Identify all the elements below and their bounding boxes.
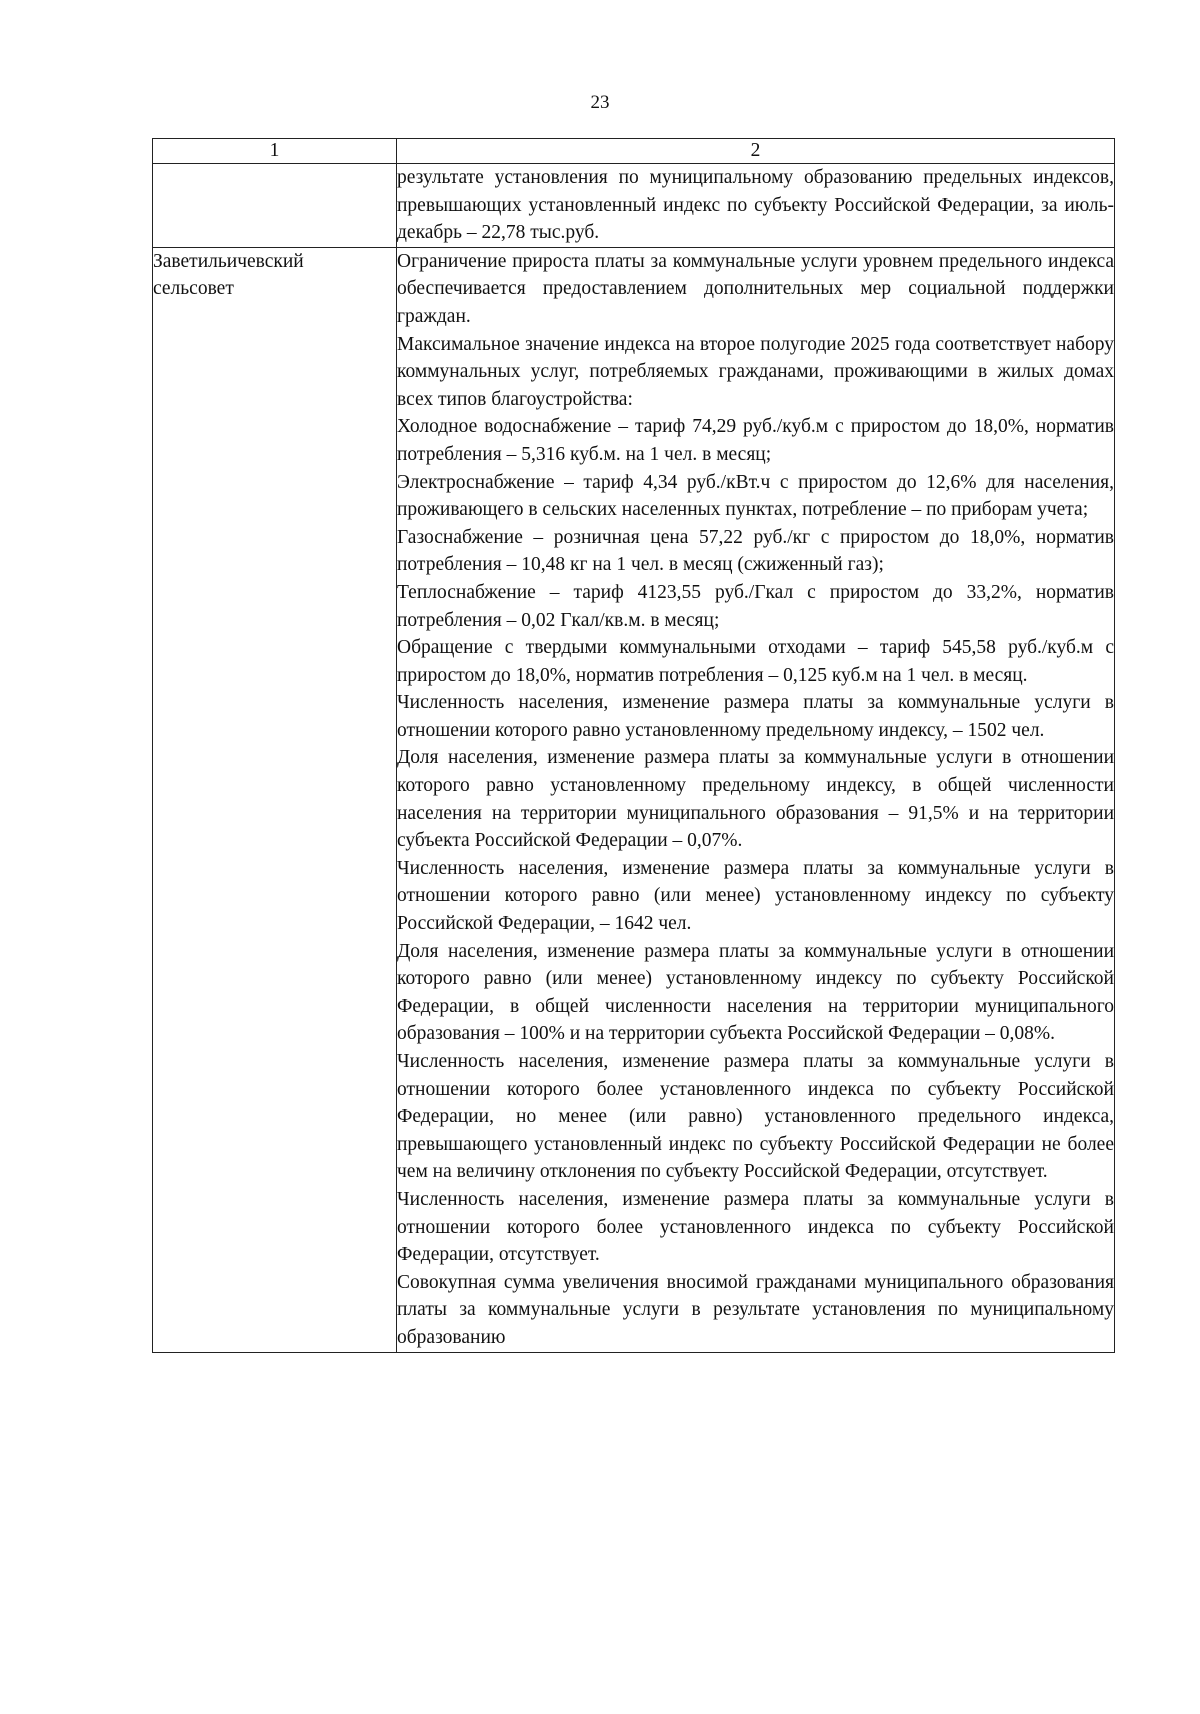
paragraph: Холодное водоснабжение – тариф 74,29 руб./куб.м с приростом до 18,0%, норматив потребления – 5,316 куб.м. на 1 чел. в месяц;: [397, 416, 1114, 465]
description-cell: [397, 247, 1115, 1352]
column-number-1: 1: [153, 139, 397, 164]
paragraph: Ограничение прироста платы за коммунальные услуги уровнем предельного индекса обеспечивается предоставлением дополнительных мер социальной поддержки граждан.: [397, 250, 1114, 327]
paragraph: Теплоснабжение – тариф 4123,55 руб./Гкал с приростом до 33,2%, норматив потребления – 0,02 Гкал/кв.м. в месяц;: [397, 581, 1114, 631]
paragraph: Электроснабжение – тариф 4,34 руб./кВт.ч с приростом до 12,6% для населения, проживающего в сельских населенных пунктах, потребление – по приборам учета;: [397, 471, 1114, 521]
paragraph: Численность населения, изменение размера платы за коммунальные услуги в отношении которого равно (или менее) установленному индексу по субъекту Российской Федерации, – 1642 чел.: [397, 857, 1114, 935]
paragraph: Совокупная сумма увеличения вносимой гражданами муниципального образования платы за коммунальные услуги в результате установления по муниципальному образованию: [397, 1271, 1114, 1348]
paragraph: Доля населения, изменение размера платы за коммунальные услуги в отношении которого равно (или менее) установленному индексу по субъекту Российской Федерации, в общей численности населения на территории муниципального образования – 100% и на территории субъекта Российской Федерации – 0,08%.: [397, 940, 1114, 1045]
page-number: 23: [590, 92, 610, 113]
document-table: [152, 138, 1115, 1353]
column-number-2: 2: [397, 139, 1115, 164]
paragraph: результате установления по муниципальному образованию предельных индексов, превышающих установленный индекс по субъекту Российской Федерации, за июль-декабрь – 22,78 тыс.руб.: [397, 167, 1114, 244]
paragraph: Численность населения, изменение размера платы за коммунальные услуги в отношении которого более установленного индекса по субъекту Российской Федерации, но менее (или равно) установленного предельного индекса, превышающего установленный индекс по субъекту Российской Федерации не более чем на величину отклонения по субъекту Российской Федерации, отсутствует.: [397, 1051, 1114, 1183]
paragraph: Численность населения, изменение размера платы за коммунальные услуги в отношении которого равно установленному предельному индексу, – 1502 чел.: [397, 692, 1114, 741]
table-row-continuation: [153, 164, 1115, 248]
municipality-name-line1: Заветильичевский: [153, 250, 304, 272]
paragraph: Максимальное значение индекса на второе полугодие 2025 года соответствует набору коммунальных услуг, потребляемых гражданами, проживающими в жилых домах всех типов благоустройства:: [397, 333, 1114, 410]
description-cell-continuation: [397, 164, 1115, 248]
municipality-cell-empty: [153, 164, 397, 248]
municipality-name-line2: сельсовет: [153, 278, 234, 300]
table-header-row: [153, 139, 1115, 164]
municipality-cell: [153, 247, 397, 1352]
paragraph: Обращение с твердыми коммунальными отходами – тариф 545,58 руб./куб.м с приростом до 18,0%, норматив потребления – 0,125 куб.м на 1 чел. в месяц.: [397, 637, 1114, 686]
table-row-zavetilichevsky: [153, 247, 1115, 1352]
paragraph: Доля населения, изменение размера платы за коммунальные услуги в отношении которого равно установленному предельному индексу, в общей численности населения на территории муниципального образования – 91,5% и на территории субъекта Российской Федерации – 0,07%.: [397, 747, 1114, 852]
paragraph: Численность населения, изменение размера платы за коммунальные услуги в отношении которого более установленного индекса по субъекту Российской Федерации, отсутствует.: [397, 1188, 1114, 1266]
paragraph: Газоснабжение – розничная цена 57,22 руб./кг с приростом до 18,0%, норматив потребления – 10,48 кг на 1 чел. в месяц (сжиженный газ);: [397, 526, 1114, 576]
